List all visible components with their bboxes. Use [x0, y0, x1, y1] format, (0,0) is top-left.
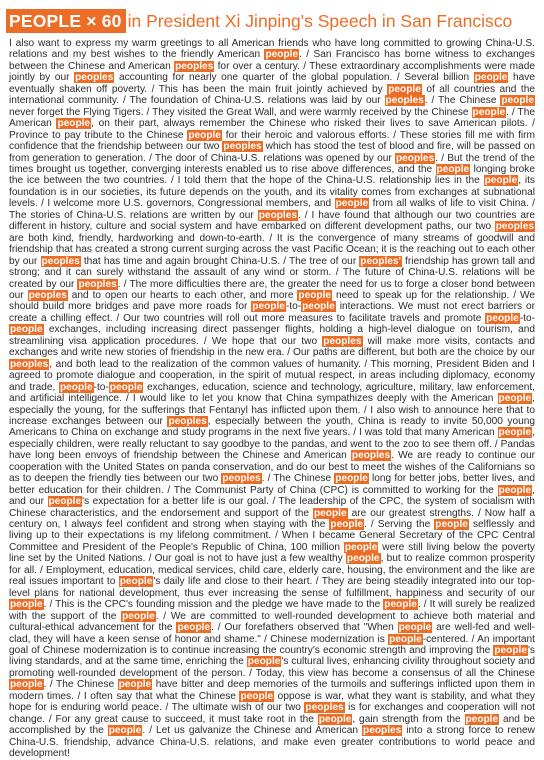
highlighted-people: peoples [395, 152, 435, 164]
highlighted-people: peoples [78, 278, 117, 290]
speech-text: , especially children, were really reluctant to say goodbye to the pandas, and went to the zoo to see them off. / Pandas have long been envoys of friendship between the Chinese and American [9, 427, 535, 462]
highlighted-people: people [484, 175, 518, 187]
highlighted-people: people [10, 679, 43, 691]
highlighted-people: people [177, 622, 211, 634]
highlighted-people: peoples [385, 95, 424, 107]
highlighted-people: peoples [10, 358, 49, 370]
speech-text: are our greatest strengths. / Now half a century on, I always feel confident and strong when staying with the [9, 507, 535, 531]
highlighted-people: peoples [175, 60, 214, 72]
speech-text: , on their part, always remember the Chinese who risked their lives to save American pilots. / Province to pay tribute to the Chinese [9, 118, 535, 141]
highlighted-people: people [498, 427, 532, 439]
speech-text: oppose is war, what they want is stability, and what they hope for is enduring world peace. / The ultimate wish of our two [9, 690, 535, 714]
speech-text: need to speak up for the relationship. / We should build more bridges and pave more roads for [9, 289, 535, 313]
highlighted-people: people [436, 163, 470, 175]
speech-text: were still living below the poverty line set by the United Nations. / Our goal is not to have just a few wealthy [9, 541, 535, 565]
highlighted-people: people [118, 679, 152, 691]
speech-text: , gain strength from the [352, 713, 465, 725]
speech-text: . / This is the CPC's founding mission and the pledge we have made to the [43, 599, 384, 611]
speech-text: . / The American [9, 106, 535, 130]
highlighted-people: peoples [222, 473, 261, 485]
highlighted-people: people [10, 599, 43, 611]
speech-text: from all walks of life to visit China. / The stories of China-U.S. relations are written by our [9, 198, 535, 221]
speech-text: , and our [9, 484, 535, 508]
speech-text: of all countries and the international community. / The foundation of China-U.S. relations was laid by our [9, 83, 535, 107]
speech-text: -to- [285, 301, 302, 313]
speech-text: . / We are committed to well-rounded development to achieve both material and cultural-ethical advancement for the [9, 610, 535, 634]
speech-text: is for exchanges and cooperation will not change. / For any great cause to succeed, it must take root in the [9, 702, 535, 725]
speech-text: . / Let us galvanize the Chinese and American [142, 725, 363, 737]
speech-text: are well-fed and well-clad, they will have a keen sense of honor and shame." / Chinese modernization is [9, 622, 535, 645]
speech-text: and be accomplished by the [9, 713, 535, 737]
speech-text: longing broke the ice between the two countries. / I told them that the hope of the China-U.S. relationship lies in the [9, 163, 535, 187]
speech-text: . / But the trend of the times brought us together, converging interests enabled us to rise above differences, and the [9, 152, 535, 175]
speech-text: into a strong force to renew China-U.S. friendship, advance China-U.S. relations, and make even greater contributions to world peace and development! [9, 725, 535, 760]
speech-text: accounting for nearly one quarter of the global population. / Several billion [114, 72, 474, 84]
speech-text: . / The Chinese [43, 679, 118, 691]
speech-text: for their heroic and valorous efforts. / These stories fill me with firm confidence that the friendship between our two [9, 129, 535, 153]
highlighted-people: people [330, 519, 364, 531]
speech-text: -to- [519, 312, 535, 324]
highlighted-people: peoples [363, 725, 402, 737]
highlighted-people: people [398, 622, 432, 634]
highlighted-people: peoples [323, 335, 362, 347]
header [6, 9, 512, 33]
speech-text: , its foundation is in our societies, its future depends on the youth, and its vitality comes from exchanges at subnational levels. / I welcome more U.S. governors, Congressional members, and [9, 175, 535, 210]
speech-text: , especially between the youth, China is ready to invite 50,000 young Americans to China on exchange and study programs in the next five years. / I was told that many American [9, 415, 535, 439]
speech-text: for over a century. / These extraordinary accomplishments were made jointly by our [9, 60, 535, 84]
speech-text: selflessly and living up to their expectations is my lifelong commitment. / When I became General Secretary of the CPC Central Committee and President of the People's Republic of China, 100 million [9, 519, 535, 553]
highlighted-people: people [122, 610, 155, 622]
highlighted-people: peoples [28, 289, 67, 301]
speech-text: . We are ready to continue our cooperation with the United States on panda conservation, and do our best to meet the wishes of the Californians so as to deepen the friendly ties between our two [9, 450, 536, 485]
highlighted-people: people [240, 690, 274, 702]
highlighted-people: peoples [41, 255, 80, 267]
speech-text: 's expectation for a better life is our goal. / The leadership of the CPC, the system of socialism with Chinese characteristics, and the endorsement and support of the [9, 496, 536, 519]
highlighted-people: people [59, 381, 93, 393]
highlighted-people: peoples [495, 221, 534, 233]
highlighted-people: people [298, 289, 332, 301]
speech-body [9, 38, 536, 760]
speech-text: . / The more difficulties there are, the greater the need for us to forge a closer bond between our [9, 278, 535, 301]
speech-text: long for better jobs, better lives, and better education for their children. / The Communist Party of China (CPC) is committed to working for the [9, 473, 536, 496]
highlighted-people: people [384, 599, 417, 611]
highlighted-people: people [109, 381, 143, 393]
highlighted-people: people [388, 83, 421, 95]
highlighted-people: people [498, 484, 532, 496]
speech-text: , and both lead to the realization of the common values of humanity. / This morning, President Biden and I agreed to promote dialogue and cooperation, in the spirit of mutual respect, in areas including diplomacy, economy and trade, [9, 358, 535, 393]
highlighted-people: people [344, 541, 378, 553]
highlighted-people: people [472, 106, 506, 118]
speech-text: -centered. / An important goal of Chinese modernization is to continue increasing the country's economic strength and improving the [9, 633, 535, 657]
highlighted-people: people [318, 713, 352, 725]
highlighted-people: peoples [305, 702, 344, 714]
speech-text: never forget the Flying Tigers. / They visited the Great Wall, and were warmly received by the Chinese [9, 106, 472, 118]
speech-text: are both kind, friendly, hardworking and down-to-earth. / It is the convergence of many streams of goodwill and friendship that has created a strong current surging across the vast Pacific Ocean; it is the reaching out to each other by our [9, 232, 535, 267]
highlighted-people: people [494, 645, 527, 657]
highlighted-people: people [48, 496, 82, 508]
highlighted-people: peoples [351, 450, 391, 462]
speech-text: , especially the young, for the sufferings that Fentanyl has inflicted upon them. / I also wish to announce here that to increase exchanges between our [9, 393, 535, 427]
speech-text: exchanges, including increasing direct passenger flights, holding a high-level dialogue on tourism, and streamlining visa application procedures. / We hope that our two [9, 324, 535, 347]
highlighted-people: peoples [168, 415, 207, 427]
highlighted-people: people [498, 393, 532, 405]
speech-text: . / Our forefathers observed that "When [211, 622, 398, 634]
highlighted-people: people [389, 633, 422, 645]
highlighted-people: people [313, 507, 347, 519]
highlighted-people: people [501, 95, 535, 107]
highlighted-people: peoples [223, 141, 262, 153]
page-title: in President Xi Jinping's Speech in San Francisco [127, 11, 513, 31]
speech-text: 's living standards, and at the same time, enriching the [9, 645, 535, 668]
highlighted-people: people [188, 129, 221, 141]
speech-text: . / It will surely be realized with the support of the [9, 599, 535, 622]
highlighted-people: people [252, 301, 285, 313]
speech-text: interactions. We must not erect barriers or create a chilling effect. / Our two countries will roll out more measures to facilitate travels and promote [9, 301, 535, 324]
speech-text: exchanges, education, science and technology, agriculture, military, law enforcement, and artificial intelligence. / I would like to let you know that China sympathizes deeply with the American [9, 381, 535, 405]
speech-text: . / The Chinese [261, 473, 335, 485]
highlighted-people: people [265, 49, 299, 61]
highlighted-people: peoples [75, 72, 114, 84]
speech-text: will make more visits, contacts and exchanges and write new stories of friendship in the new era. / Our paths are different, but both are the choice by our [9, 335, 536, 359]
highlighted-people: people [486, 312, 519, 324]
speech-text: -to- [93, 381, 109, 393]
speech-text: which has stood the test of blood and fire, will be passed on from generation to generation. / The door of China-U.S. relations was opened by our [9, 141, 536, 164]
highlighted-people: peoples [258, 209, 298, 221]
speech-text: , but to realize common prosperity for all. / Employment, education, medical services, child care, elderly care, housing, the environment and the like are real issues important to [9, 553, 535, 588]
speech-text: I also want to express my warm greetings to all American friends who have long committed to growing China-U.S. relations and my best wishes to the friendly American [9, 38, 535, 61]
speech-text: 's cultural lives, enhancing civility throughout society and promoting well-rounded development of the person. / Today, this view has become a consensus of all the Chinese [9, 656, 535, 679]
speech-text: . / The Chinese [424, 95, 501, 107]
highlighted-people: people [57, 118, 91, 130]
speech-text: 's daily life and close to their heart. / They are being steadily integrated into our top-level plans for national development, thus ever increasing the sense of fulfillment, happiness and security of our [9, 576, 535, 599]
highlighted-people: people [465, 713, 499, 725]
speech-text: that has time and again brought China-U.S. / The tree of our [80, 255, 360, 267]
highlighted-people: people [108, 725, 142, 737]
highlighted-people: people [474, 72, 508, 84]
speech-text: friendship has grown tall and strong; and it can surely withstand the assault of any wind or storm. / The future of China-U.S. relations will be created by our [9, 255, 535, 290]
highlighted-people: people [335, 473, 368, 485]
speech-text: . / San Francisco has borne witness to exchanges between the Chinese and American [9, 49, 535, 72]
highlighted-people: people [302, 301, 335, 313]
highlighted-people: people [435, 519, 468, 531]
highlighted-people: people [119, 576, 153, 588]
speech-text: have bitter and deep memories of the turmoils and sufferings inflicted upon them in modern times. / I often say that what the Chinese [9, 679, 535, 702]
speech-text: . / I have found that although our two countries are different in history, culture and social system and have embarked on different development paths, our two [9, 209, 535, 233]
highlighted-people: peoples' [360, 255, 401, 267]
highlighted-people: people [346, 553, 380, 565]
highlighted-people: people [247, 656, 281, 668]
highlighted-people: people [10, 324, 43, 336]
speech-text: and to open our hearts to each other, and more [67, 289, 298, 301]
speech-text: have eventually shaken off poverty. / This has been the main fruit jointly achieved by [9, 72, 535, 95]
speech-text: . / Serving the [364, 519, 435, 531]
highlighted-people: people [335, 198, 369, 210]
title-badge: PEOPLE × 60 [6, 9, 126, 33]
